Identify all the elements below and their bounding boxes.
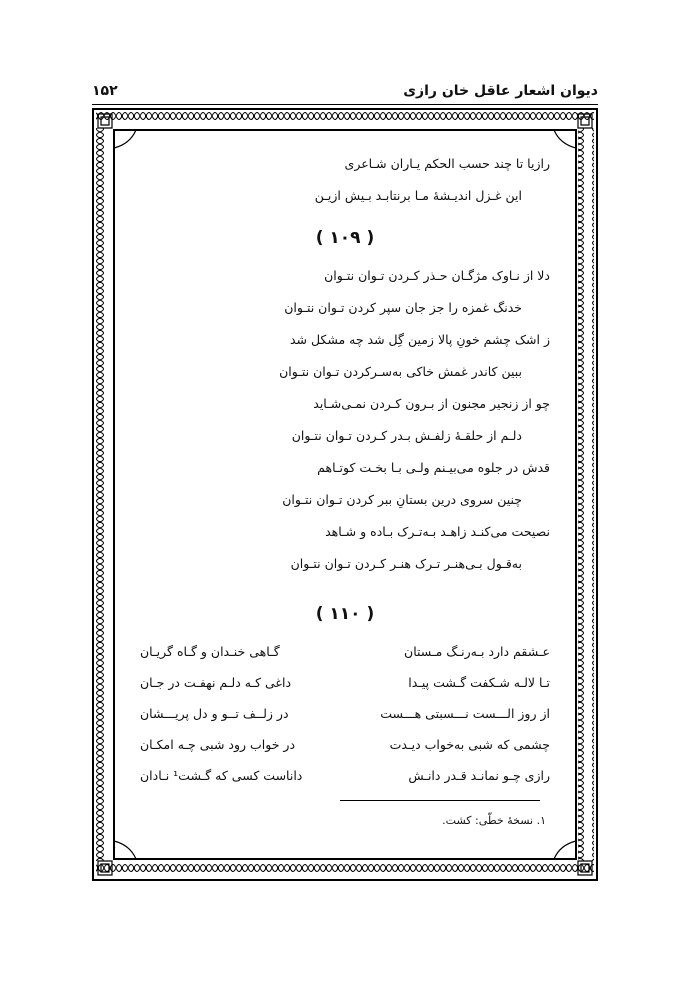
poem-line: قدش در جلوه می‌بیـنم ولـی بـا بخـت کوتـاهم: [317, 460, 550, 475]
poem-line: چنین سروی درین بستانِ ببر کردن تـوان نتـوان: [282, 492, 522, 507]
page-number: ۱۵۲: [92, 83, 118, 99]
page-body: [140, 148, 550, 791]
couplet: [140, 636, 550, 667]
second-hemistich: گـاهی خنـدان و گـاه گریـان: [140, 644, 280, 659]
couplet: [140, 729, 550, 760]
poem-110-title: ( ۱۱۰ ): [315, 604, 375, 624]
second-hemistich: در زلــف تــو و دل پریـــشان: [140, 706, 289, 721]
first-hemistich: عـشقم دارد بـه‌رنـگ مـستان: [404, 644, 550, 659]
couplet: [140, 760, 550, 791]
second-hemistich: در خواب رود شبی چـه امکـان: [140, 737, 296, 752]
couplet: [140, 698, 550, 729]
first-hemistich: چشمی که شبی به‌خواب دیـدت: [389, 737, 550, 752]
poem-109-title: ( ۱۰۹ ): [315, 228, 375, 248]
first-hemistich: از روز الـــست نـــسبتی هـــست: [380, 706, 550, 721]
poem-line: چو از زنجیر مجنون از بـرون کـردن نمـی‌شـاید: [313, 396, 550, 411]
first-hemistich: تـا لالـه شـکفت گـشت پیـدا: [408, 675, 550, 690]
poem-line: خدنگ غمزه را جز جان سپر کردن تـوان نتـوان: [284, 300, 522, 315]
poem-line: ببین کاندر غمش خاکی به‌سـرکردن تـوان نتـوان: [279, 364, 522, 379]
couplet: [140, 667, 550, 698]
second-hemistich: داغی کـه دلـم نهفـت در جـان: [140, 675, 292, 690]
poem-line: ز اشک چشم خونِ پالا زمین گِل شد چه مشکل شد: [289, 332, 550, 347]
page-header: [92, 80, 598, 102]
poem-line: دلا از نـاوک مژگـان حـذر کـردن تـوان نتـوان: [324, 268, 550, 283]
footnote-divider: [340, 800, 540, 801]
intro-line: این غـزل اندیـشهٔ مـا برنتابـد بـیش ازیـن: [314, 188, 522, 203]
first-hemistich: رازی چـو نمانـد قـدر دانـش: [408, 768, 550, 783]
poem-line: به‌قـول بـی‌هنـر تـرک هنـر کـردن تـوان نتـوان: [290, 556, 522, 571]
footnote: ۱. نسخهٔ خطّی: کشت.: [442, 814, 546, 827]
poem-line: دلـم از حلقـهٔ زلفـش بـدر کـردن تـوان نتـوان: [291, 428, 522, 443]
second-hemistich: داناست کسی که گـشت¹ نـادان: [140, 768, 303, 783]
poem-line: نصیحت می‌کنـد زاهـد بـه‌تـرک بـاده و شـاهد: [325, 524, 550, 539]
book-title: دیوان اشعار عاقل خان رازی: [403, 83, 598, 99]
intro-line: رازیا تا چند حسب الحکم یـاران شـاعری: [344, 156, 550, 171]
header-divider: [92, 104, 598, 105]
